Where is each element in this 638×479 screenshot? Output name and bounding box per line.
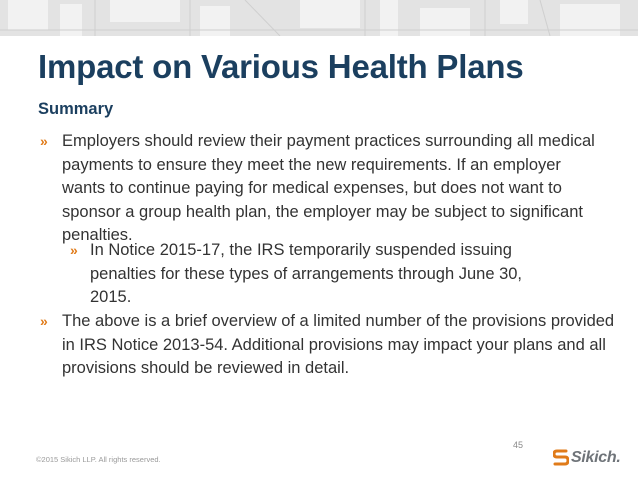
sub-bullet-item: [70, 239, 560, 310]
bullet-marker-icon: »: [40, 313, 48, 329]
bullet-item: [40, 130, 607, 248]
bullet-marker-icon: »: [70, 242, 78, 258]
slide-subtitle: Summary: [38, 100, 114, 118]
slide-title: Impact on Various Health Plans: [38, 48, 524, 85]
header-banner-image: [0, 0, 638, 36]
logo-wordmark: Sikich.: [571, 449, 621, 466]
sikich-s-icon: [553, 449, 569, 467]
bullet-text: The above is a brief overview of a limited number of the provisions provided in IRS Notice 2013-54. Additional provisions may impact your plans and all provisions should be reviewed in detail.: [62, 312, 615, 377]
copyright-notice: ©2015 Sikich LLP. All rights reserved.: [36, 455, 161, 464]
bullet-marker-icon: »: [40, 133, 48, 149]
bullet-item: [40, 310, 622, 381]
page-number: 45: [513, 440, 524, 450]
sikich-logo: [553, 449, 620, 467]
bullet-text: In Notice 2015-17, the IRS temporarily suspended issuing penalties for these types of arrangements through June 30, 2015.: [90, 241, 523, 306]
bullet-text: Employers should review their payment practices surrounding all medical payments to ensure they meet the new requirements. If an employer wants to continue paying for medical expenses, but does not want to sponsor a group health plan, the employer may be subject to significant penalties.: [62, 132, 595, 244]
